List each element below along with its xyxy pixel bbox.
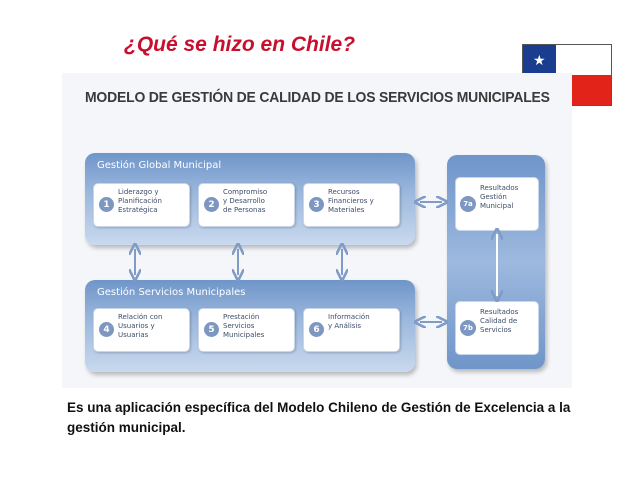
number-badge: 3	[309, 197, 324, 212]
card-text: Relación con Usuarios y Usuarias	[118, 313, 163, 339]
diagram-title: MODELO DE GESTIÓN DE CALIDAD DE LOS SERVICIOS MUNICIPALES	[85, 89, 550, 106]
number-badge: 7a	[460, 196, 476, 212]
slide-title: ¿Qué se hizo en Chile?	[124, 33, 356, 56]
number-badge: 1	[99, 197, 114, 212]
group-label: Gestión Servicios Municipales	[97, 287, 246, 298]
number-badge: 7b	[460, 320, 476, 336]
group-label: Gestión Global Municipal	[97, 160, 222, 171]
slide-caption: Es una aplicación específica del Modelo Chileno de Gestión de Excelencia a la gestión municipal.	[67, 400, 571, 435]
card-text: Liderazgo y Planificación Estratégica	[118, 188, 162, 214]
card-text: Recursos Financieros y Materiales	[328, 188, 374, 214]
card-text: Compromiso y Desarrollo de Personas	[223, 188, 268, 214]
result-text: Resultados Gestión Municipal	[480, 184, 519, 210]
number-badge: 2	[204, 197, 219, 212]
flag-star-icon: ★	[532, 52, 546, 68]
card-text: Información y Análisis	[328, 313, 370, 330]
number-badge: 6	[309, 322, 324, 337]
card-text: Prestación Servicios Municipales	[223, 313, 265, 339]
result-text: Resultados Calidad de Servicios	[480, 308, 519, 334]
number-badge: 4	[99, 322, 114, 337]
number-badge: 5	[204, 322, 219, 337]
